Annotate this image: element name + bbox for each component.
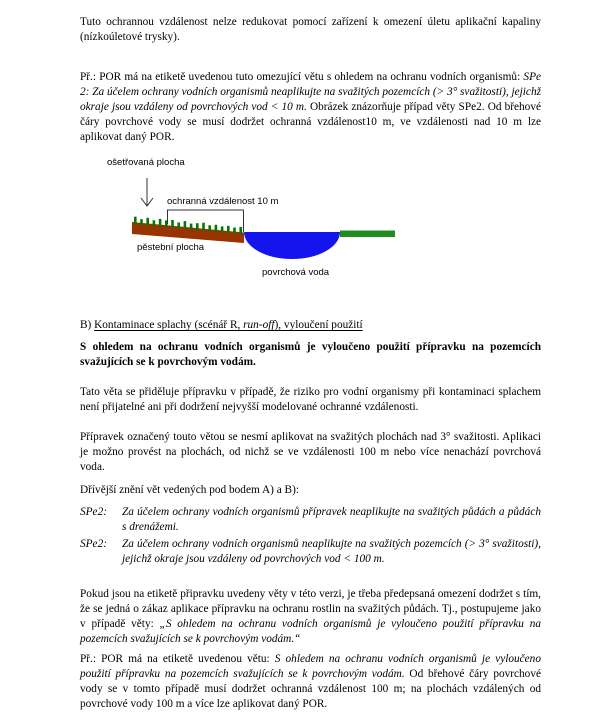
label-growing-area: pěstební plocha [137, 242, 205, 253]
spe2-sentence-italic: SPe 2: Za účelem ochrany vodních organismů neaplikujte na svažitých pozemcích (> 3° svažitosti), jejichž okraje jsou vzdáleny od povrchových vod < 10 m. [80, 71, 541, 113]
label-treated-area: ošetřovaná plocha [107, 157, 185, 168]
spe2-item-1-label: SPe2: [80, 506, 107, 518]
water-body [244, 232, 340, 259]
paragraph-pripravek: Přípravek označený touto větou se nesmí aplikovat na svažitých plochách nad 3° svažitosti. Aplikaci je možno provést na plochách, od nichž se ve vzdálenosti 100 m nebo více nenachází povrchová voda. [80, 431, 541, 473]
example-text-start: Př.: POR má na etiketě uvedenou tuto omezující větu s ohledem na ochranu vodních organismů: [80, 71, 524, 83]
spe2-item-2 [80, 537, 541, 567]
down-arrow-icon [141, 178, 153, 206]
spe2-item-1 [80, 505, 541, 535]
section-b-title: Kontaminace splachy (scénář R, run-off), vyloučení použití [94, 319, 363, 331]
quoted-sentence-italic: „S ohledem na ochranu vodních organismů je vyloučeno použití přípravku na pozemcích svažujících se k povrchovým vodám.“ [80, 618, 541, 645]
label-protective-distance: ochranná vzdálenost 10 m [167, 196, 279, 207]
section-b-heading [80, 318, 541, 333]
spe2-list [80, 505, 541, 567]
paragraph-pokud: Pokud jsou na etiketě připravku uvedeny věty v této verzi, je třeba předepsaná omezení dodržet s tím, že se jedná o zákaz aplikace přípravku na ochranu rostlin na svažitých půdách. Tj., postupujeme jako v případě věty: „S ohledem na ochranu vodních organismů je vyloučeno použití přípravku na pozemcích svažujících se k povrchovým vodám.“ [80, 588, 541, 645]
diagram-graphic [80, 158, 541, 280]
paragraph-example-runoff: Př.: POR má na etiketě uvedenou větu: S ohledem na ochranu vodních organismů je vyloučeno použití přípravku na pozemcích svažujících se k povrchovým vodám. Od břehové čáry povrchové vody se v tomto případě musí dodržet ochranná vzdálenost 100 m; na plochách vzdálených od povrchové vody 100 m a více lze aplikovat daný POR. [80, 653, 541, 710]
paragraph-previous-wording: Dřívější znění vět vedených pod bodem A) a B): [80, 484, 299, 496]
paragraph-tato-veta: Tato věta se přiděluje přípravku v případě, že riziko pro vodní organismy při kontaminaci splachem není přijatelné ani při dodržení nejvyšší modelované ochranné vzdálenosti. [80, 386, 541, 413]
opposite-bank [340, 231, 395, 238]
restriction-sentence-italic: S ohledem na ochranu vodních organismů je vyloučeno použití přípravku na pozemcích svažujících se k povrchovým vodám. [80, 653, 541, 680]
paragraph-intro: Tuto ochrannou vzdálenost nelze redukovat pomocí zařízení k omezení úletu aplikační kapaliny (nízkoúletové trysky). [80, 16, 541, 43]
spe2-item-2-text: Za účelem ochrany vodních organismů neaplikujte na svažitých pozemcích (> 3° svažitosti), jejichž okraje jsou vzdáleny od povrchových vod < 100 m. [122, 538, 541, 565]
paragraph-example-spe2 [80, 70, 541, 145]
spe2-item-2-label: SPe2: [80, 538, 107, 550]
label-surface-water: povrchová voda [262, 267, 330, 278]
spe2-item-1-text: Za účelem ochrany vodních organismů přípravek neaplikujte na svažitých půdách a půdách s drenážemi. [122, 506, 541, 533]
paragraph-bold-restriction: S ohledem na ochranu vodních organismů je vyloučeno použití přípravku na pozemcích svažujících se k povrchovým vodám. [80, 341, 541, 368]
run-off-italic: run-off [243, 319, 275, 331]
section-b-prefix: B) [80, 319, 92, 331]
runoff-diagram [80, 158, 541, 280]
example-text-end: Obrázek znázorňuje případ věty SPe2. Od břehové čáry povrchové vody se musí dodržet ochranná vzdálenost10 m, ve vzdálenosti nad 10 m lze aplikovat daný POR. [80, 101, 541, 143]
